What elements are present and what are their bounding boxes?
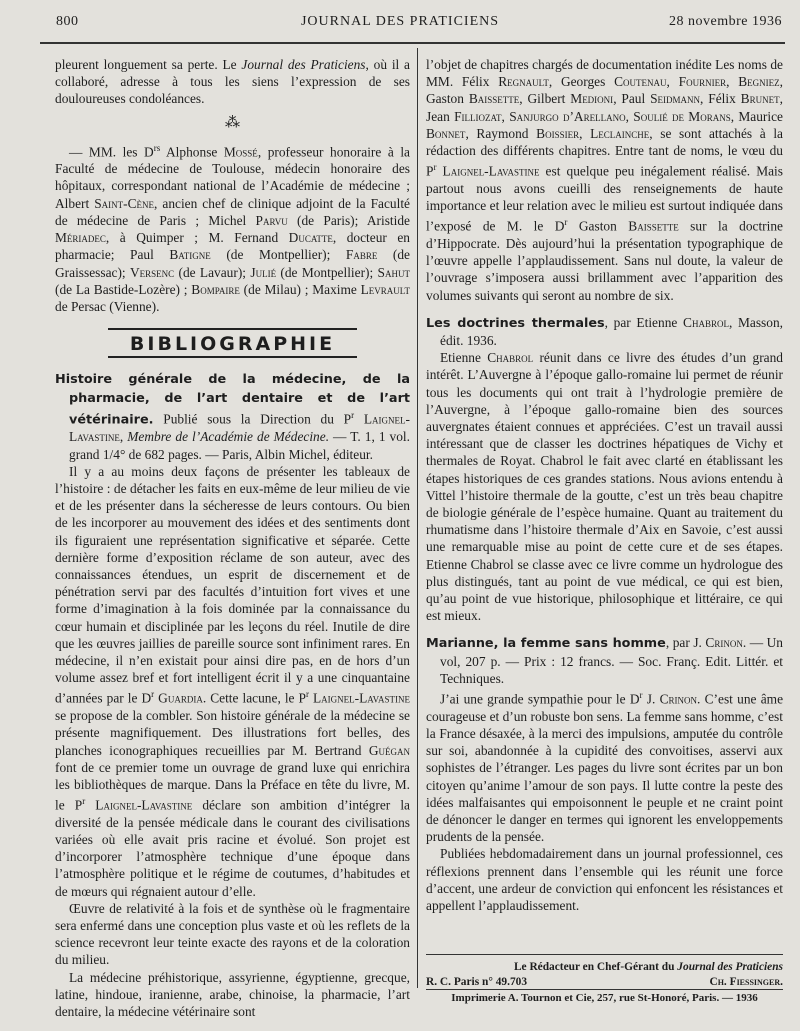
book3-review-2: Publiées hebdomadairement dans un journal professionnel, ces réflexions prennent dans l’ensemble qui les réunit une force d’accent, une ardeur de conviction qui enfoncent les résistances et appellent l’applaudissement. xyxy=(426,846,783,913)
imprint-rule xyxy=(426,989,783,990)
registration-line: R. C. Paris n° 49.703 Ch. Fiessinger. xyxy=(426,976,783,988)
separator-asterism: ⁂ xyxy=(225,114,240,131)
book1-review: Il y a au moins deux façons de présenter les tableaux de l’histoire : de détacher les faits en eux-même de leur milieu de vie et de les présenter dans la sécheresse de leurs contours. Ou bien de les incorporer au mouvement des idées et des sentiments dont ils figuraient une représentation significative et séparée. Cette dernière forme d’exposition réclame de son auteur, avec des connaissances étendues, un esprit de discernement et de pénétration servi par des facultés d’intuition fort vives et une forme d’imagination à la fois dominée par la connaissance du cœur humain et disciplinée par les leçons du réel. Inutile de dire que les œuvres jaillies de pareille source sont infiniment rares. En médecine, il n’en existait pour ainsi dire pas, en de hors d’un volume assez bref et fort intelligent écrit il y a une cinquantaine d’années par le $D^r$ Guardia. Cette lacune, le $P^r$ Laignel-Lavastine se propose de la combler. Son histoire générale de la médecine se présente magnifiquement. Des illustrations fort belles, des planches iconographiques recueillies par M. Bertrand Guégan font de ce premier tome un ouvrage de grand luxe qui enrichira les bibliothèques de marque. Dans la Préface en tête du livre, M. le $P^r$ Laignel-Lavastine déclare son ambition d’intégrer la diversité de la pensée médicale dans le courant des civilisations variées où elle avait pris racine et évolué. Son projet est d’incorporer l’atmosphère technique d’une époque dans l’atmosphère politique et le régime de coutumes, d’habitudes et de mœurs qui régnaient autour d’elle. xyxy=(55,463,410,899)
column-divider xyxy=(417,48,418,988)
editor-line: Le Rédacteur en Chef-Gérant du Journal des Praticiens xyxy=(513,961,783,973)
left-column xyxy=(55,56,410,1020)
section-heading: BIBLIOGRAPHIE xyxy=(108,328,357,358)
book1-citation: Histoire générale de la médecine, de la pharmacie, de l’art dentaire et de l’art vétérinaire. Publié sous la Direction du $P^r$ Laignel-Lavastine, Membre de l’Académie de Médecine. — T. 1, 1 vol. grand 1/4° de 682 pages. — Paris, Albin Michel, éditeur. xyxy=(55,372,410,462)
issue-date: 28 novembre 1936 xyxy=(669,14,782,29)
book1-review-continued: l’objet de chapitres chargés de documentation inédite Les noms de MM. Félix Regnault, Georges Coutenau, Fournier, Begniez, Gaston Baissette, Gilbert Medioni, Paul Seidmann, Félix Brunet, Jean Filliozat, Sanjurgo d’Arellano, Soulié de Morans, Maurice Bonnet, Raymond Boissier, Leclainche, se sont attachés à la rédaction des différents chapitres. Entre tant de noms, le vœu du $P^r$ Laignel-Lavastine est quelque peu inégalement réalisé. Mais partout nous avons cueilli des renseignements de haute importance et leur relation avec le milieu est surtout indiquée dans l’exposé de M. le $D^r$ Gaston Baissette sur la doctrine d’Hippocrate. Dès aujourd’hui la présentation typographique de l’œuvre appelle l’applaudissement. Sans nul doute, la valeur de l’ouvrage s’imposera aussi brillamment avec l’apparition des volumes suivants qui seront au nombre de six. xyxy=(426,57,784,303)
obituary-ending: pleurent longuement sa perte. Le Journal des Praticiens, où il a collaboré, adresse à tous les siens l’expression de ses douloureuses condoléances. xyxy=(55,57,411,107)
book1-review-2: Œuvre de relativité à la fois et de synthèse où le fragmentaire sera enfermé dans une conception plus vaste et où les reflets de la science recevront leur teinte exacte des rayons et de la coloration du milieu. xyxy=(55,900,410,968)
book2-citation: Les doctrines thermales, par Etienne Chabrol, Masson, édit. 1936. xyxy=(426,314,783,348)
footer xyxy=(426,960,783,1004)
right-column xyxy=(426,56,783,914)
header-rule xyxy=(40,42,785,44)
book2-review: Etienne Chabrol réunit dans ce livre des études d’un grand intérêt. L’Auvergne à l’époque gallo-romaine lui permet de réunir tous les documents qui ont trait à l’hydrologie première de l’Auvergne, à l’époque gallo-romaine bien des sources auvergnates étaient connues et appréciées. C’est un travail aussi intéressant que de classer les doctrines hépatiques de Vichy et thermales de Royat. Chabrol le fait avec clarté en établissant les étapes historiques de ces grandes stations. Nous avions entendu à Vittel l’histoire thermale de la goutte, c’est un très beau chapitre de biologie générale de l’espèce humaine. Quant au traitement du rhumatisme dans l’histoire thermale d’Aix en Savoie, c’est aussi une remarquable mise au point de cette cure et de ses étapes. Etienne Chabrol se classe avec ce livre comme un hydrologue des plus distingués, tant au point de vue médical, ce qui est bien, qu’au point de vue historique, philosophique et littéraire, ce qui est mieux. xyxy=(426,350,783,624)
journal-title: JOURNAL DES PRATICIENS xyxy=(300,14,500,29)
book3-review: J’ai une grande sympathie pour le $D^r$ J. Crinon. C’est une âme courageuse et d’un robuste bon sens. La femme sans homme, c’est la France désaxée, à la merci des impulsions, amputée du contrôle sur soi, abandonnée à la cupidité des convoitises, asservi aux sophistes de l’étranger. Les pages du livre sont écrites par un bon citoyen qu’anime l’amour de son pays. Il lutte contre la peste des idées malfaisantes qui empoisonnent le peuple et ne craint point de dénoncer le danger en termes qui ignorent les enveloppements prudents de la pensée. xyxy=(426,690,784,845)
page-header xyxy=(0,14,800,34)
book1-review-3: La médecine préhistorique, assyrienne, égyptienne, grecque, latine, hindoue, iranienne, arabe, chinoise, la pharmacie, l’art dentaire, la médecine vétérinaire sont xyxy=(55,969,410,1020)
nominations-paragraph: — MM. les $D^{rs}$ Alphonse Mossé, professeur honoraire à la Faculté de médecine de Toulouse, médecin honoraire des hôpitaux, correspondant national de l’Académie de médecine ; Albert Saint-Cène, ancien chef de clinique adjoint de la Faculté de médecine de Paris ; Michel Parvu (de Paris); Aristide Mériadec, à Quimper ; M. Fernand Ducatte, docteur en pharmacie; Paul Batigne (de Montpellier); Fabre (de Graissessac); Versenc (de Lavaur); Julié (de Montpellier); Sahut (de La Bastide-Lozère) ; Bompaire (de Milau) ; Maxime Levrault de Persac (Vienne). xyxy=(55,142,410,314)
book3-citation: Marianne, la femme sans homme, par J. Crinon. — Un vol, 207 p. — Prix : 12 francs. — Soc. Franç. Edit. Littér. et Techniques. xyxy=(426,635,783,686)
section-heading-wrap xyxy=(55,328,410,358)
footer-rule xyxy=(426,954,783,955)
printer-imprint: Imprimerie A. Tournon et Cie, 257, rue St-Honoré, Paris. — 1936 xyxy=(451,992,758,1004)
page-number: 800 xyxy=(56,14,79,29)
